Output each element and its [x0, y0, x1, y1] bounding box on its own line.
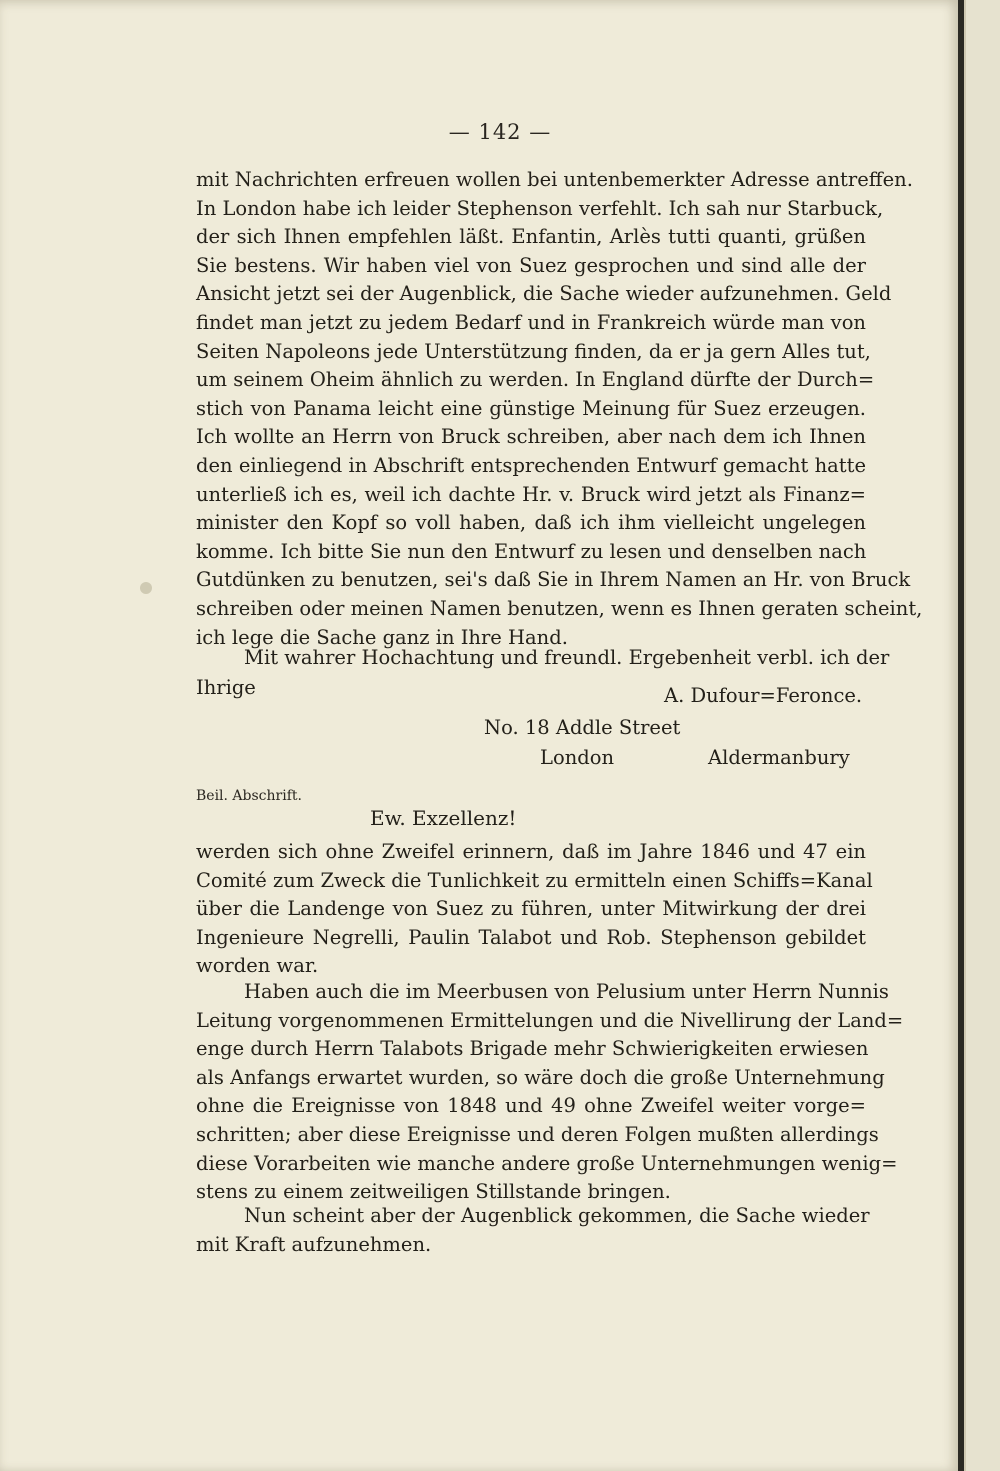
page-edge: [964, 0, 1000, 1471]
text-line: um seinem Oheim ähnlich zu werden. In England dürfte der Durch=: [196, 368, 875, 392]
text-line: stens zu einem zeitweiligen Stillstande bringen.: [196, 1180, 671, 1204]
address-city: London: [540, 746, 615, 769]
text-line: diese Vorarbeiten wie manche andere große Unternehmungen wenig=: [196, 1151, 898, 1175]
text-line: Comité zum Zweck die Tunlichkeit zu ermitteln einen Schiffs=Kanal: [196, 868, 873, 892]
text-line: als Anfangs erwartet wurden, so wäre doch die große Unternehmung: [196, 1065, 885, 1089]
text-line: Ansicht jetzt sei der Augenblick, die Sache wieder aufzunehmen. Geld: [196, 282, 892, 306]
text-line: enge durch Herrn Talabots Brigade mehr Schwierigkeiten erwiesen: [196, 1037, 869, 1061]
text-line: findet man jetzt zu jedem Bedarf und in Frankreich würde man von: [196, 310, 866, 334]
text-line: Gutdünken zu benutzen, sei's daß Sie in Ihrem Namen an Hr. von Bruck: [196, 568, 911, 592]
text-line: Ingenieure Negrelli, Paulin Talabot und Rob. Stephenson gebildet: [196, 925, 866, 949]
text-line: ohne die Ereignisse von 1848 und 49 ohne Zweifel weiter vorge=: [196, 1094, 866, 1118]
signature: A. Dufour=Feronce.: [664, 684, 863, 707]
text-line: Nun scheint aber der Augenblick gekommen, die Sache wieder: [244, 1204, 870, 1227]
text-line: Leitung vorgenommenen Ermittelungen und die Nivellirung der Land=: [196, 1008, 904, 1032]
closing-word: Ihrige: [196, 676, 256, 699]
text-line: schreiben oder meinen Namen benutzen, wenn es Ihnen geraten scheint,: [196, 596, 923, 620]
text-line: komme. Ich bitte Sie nun den Entwurf zu lesen und denselben nach: [196, 539, 867, 563]
text-line: mit Nachrichten erfreuen wollen bei untenbemerkter Adresse antreffen.: [196, 168, 913, 191]
text-line: ich lege die Sache ganz in Ihre Hand.: [196, 625, 568, 649]
text-line: Ich wollte an Herrn von Bruck schreiben, aber nach dem ich Ihnen: [196, 425, 866, 449]
enclosure-paragraph-2: [196, 978, 904, 1207]
text-line: über die Landenge von Suez zu führen, unter Mitwirkung der drei: [196, 897, 866, 921]
letter-paragraph-1: [196, 166, 923, 652]
text-line: unterließ ich es, weil ich dachte Hr. v. Bruck wird jetzt als Finanz=: [196, 482, 866, 506]
text-line: Seiten Napoleons jede Unterstützung finden, da er ja gern Alles tut,: [196, 339, 871, 363]
salutation: Ew. Exzellenz!: [370, 806, 517, 830]
page-number: — 142 —: [448, 120, 552, 144]
text-line: stich von Panama leicht eine günstige Meinung für Suez erzeugen.: [196, 396, 866, 420]
text-line: schritten; aber diese Ereignisse und deren Folgen mußten allerdings: [196, 1122, 879, 1146]
text-line: den einliegend in Abschrift entsprechenden Entwurf gemacht hatte: [196, 453, 866, 477]
address-district: Aldermanbury: [708, 746, 850, 769]
text-line: werden sich ohne Zweifel erinnern, daß im Jahre 1846 und 47 ein: [196, 840, 866, 863]
enclosure-label: Beil. Abschrift.: [196, 788, 302, 804]
text-line: In London habe ich leider Stephenson verfehlt. Ich sah nur Starbuck,: [196, 196, 884, 220]
text-line: mit Kraft aufzunehmen.: [196, 1232, 432, 1256]
enclosure-paragraph-1: [196, 838, 873, 981]
text-line: minister den Kopf so voll haben, daß ich ihm vielleicht ungelegen: [196, 511, 866, 535]
text-line: worden war.: [196, 954, 319, 978]
address-street: No. 18 Addle Street: [484, 716, 681, 739]
text-line: Sie bestens. Wir haben viel von Suez gesprochen und sind alle der: [196, 253, 866, 277]
closing-line: Mit wahrer Hochachtung und freundl. Ergebenheit verbl. ich der: [244, 646, 890, 669]
text-line: Haben auch die im Meerbusen von Pelusium unter Herrn Nunnis: [244, 980, 889, 1003]
enclosure-paragraph-3: [196, 1202, 870, 1259]
paper-stain: [140, 582, 152, 594]
text-line: der sich Ihnen empfehlen läßt. Enfantin, Arlès tutti quanti, grüßen: [196, 225, 866, 249]
